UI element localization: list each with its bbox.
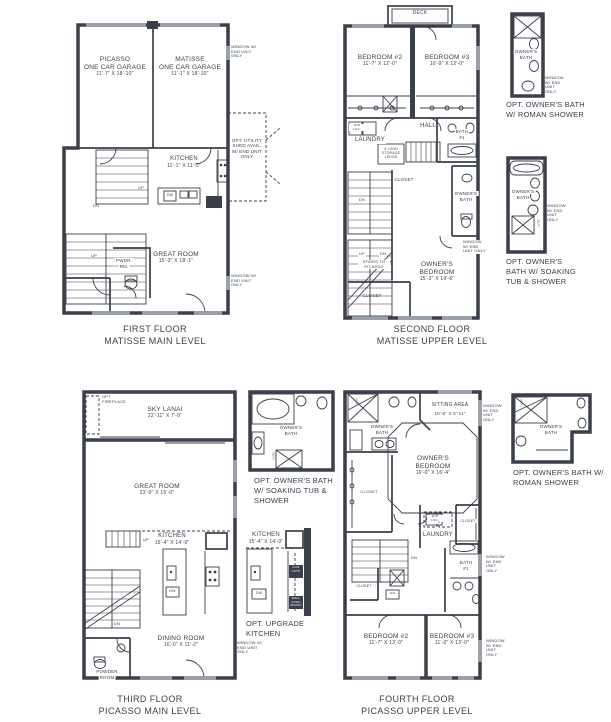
inset-caption-soaking-2f: OPT. OWNER'S BATH W/ SOAKING TUB & SHOWER	[506, 257, 576, 286]
door-arc	[448, 615, 461, 628]
door-arc	[117, 639, 130, 652]
room-great-room-1f-dims: 15'-3" X 18'-1"	[158, 258, 194, 264]
closet-label: CLOSET	[356, 584, 372, 588]
window-note: WINDOW W/ END UNIT ONLY	[231, 44, 257, 59]
sink-icon	[180, 191, 188, 198]
bath1-label-2: #1	[459, 135, 465, 140]
stair-dn-label: DN	[113, 621, 121, 626]
closet-label: CLOSET	[394, 177, 414, 182]
stair-up-label: UP	[359, 251, 365, 256]
dishwasher-label: DW	[169, 589, 176, 593]
room-bedroom3-4f-dims: 11'-0" X 13'-0"	[434, 640, 470, 646]
window-note: WINDOW W/ END UNIT ONLY	[545, 75, 564, 95]
tub-icon	[448, 144, 476, 157]
room-bedroom3-4f: BEDROOM #3	[429, 633, 475, 640]
powder-room-label-2: RM.	[119, 264, 129, 269]
powder-room-label: POWDER	[96, 669, 118, 674]
room-matisse-garage-2: ONE CAR GARAGE	[158, 64, 222, 71]
window-note: WINDOW W/ END UNIT ONLY	[547, 203, 566, 223]
window-note: WINDOW W/ END UNIT ONLY	[486, 638, 505, 658]
pantry-icon	[206, 196, 222, 208]
room-matisse-garage-dims: 11'-1" X 18'-10"	[171, 71, 209, 77]
sink-icon	[465, 582, 473, 590]
room-owners-bedroom-2f: OWNER'S	[421, 261, 453, 268]
sink-icon	[516, 436, 526, 446]
caption-first-floor: FIRST FLOOR	[123, 324, 187, 334]
inset-caption-upgrade-kitchen: OPT. UPGRADE KITCHEN	[246, 619, 305, 638]
wall-oven-label: WALL OVEN MICRO	[290, 596, 302, 608]
owners-bath-label: OWNER'S	[539, 424, 563, 429]
inset-kitchen-label: KITCHEN	[252, 532, 280, 538]
laundry-label: LAUNDRY	[355, 137, 385, 143]
room-picasso-garage-dims: 11'-7" X 18'-10"	[96, 71, 134, 77]
window-note: WINDOW W/ END UNIT ONLY	[462, 240, 488, 254]
room-owners-bedroom-4f-2: BEDROOM	[415, 463, 451, 470]
room-owners-bedroom-2f-dims: 15'-3" X 19'-6"	[419, 276, 455, 282]
seat-label: SEAT	[354, 398, 359, 407]
caption-first-floor-2: MATISSE MAIN LEVEL	[104, 335, 206, 346]
opt-fireplace-outline	[86, 396, 99, 434]
stair-dn-label: DN	[358, 197, 366, 202]
stair-up-label: UP	[91, 253, 97, 258]
inset-soaking-bath-2f	[508, 158, 545, 252]
room-bedroom2-2f: BEDROOM #2	[357, 54, 403, 61]
owners-bath-label-2: BATH	[516, 195, 530, 200]
sink-icon	[296, 396, 306, 406]
door-arc	[422, 26, 436, 40]
window-note: WINDOW W/ END UNIT ONLY	[483, 403, 502, 423]
inset-caption-roman-2f: OPT. OWNER'S BATH W/ ROMAN SHOWER	[506, 100, 585, 119]
room-kitchen-3f-dims: 15'-4" X 14'-9"	[154, 539, 190, 546]
room-sky-lanai-dims: 22'-11" X 7'-9"	[147, 413, 183, 419]
owners-bath-label-2: BATH	[544, 430, 558, 435]
door-arc	[406, 424, 420, 438]
room-sitting-area-dims: 10'-6" X 5'-11"	[434, 410, 466, 416]
room-owners-bedroom-4f-dims: 16'-0" X 16'-4"	[415, 470, 451, 476]
owners-bath-label-2: BATH	[519, 55, 533, 60]
door-arc	[186, 660, 204, 678]
bath1-label: BATH	[459, 560, 473, 565]
room-great-room-3f-dims: 23'-0" X 15'-0"	[139, 490, 175, 496]
room-kitchen-1f-dims: 11'-1" X 11'-5"	[167, 162, 201, 169]
door-arc	[385, 118, 398, 131]
sink-icon	[530, 61, 539, 72]
powder-room-label-2: ROOM	[99, 675, 115, 680]
laundry-label: LAUNDRY	[423, 532, 453, 538]
owners-bath-label-2: BATH	[459, 197, 473, 202]
seat-label: SEAT	[519, 399, 524, 408]
kitchen-island	[247, 549, 272, 613]
room-kitchen-1f: KITCHEN	[170, 156, 198, 162]
soaking-tub-icon	[257, 399, 289, 419]
room-owners-bedroom-2f-2: BEDROOM	[419, 269, 455, 276]
room-bedroom2-2f-dims: 11'-7" X 12'-0"	[362, 61, 398, 67]
owners-bath-label: OWNER'S	[511, 189, 535, 194]
toilet-icon	[522, 81, 534, 91]
room-matisse-garage: MATISSE	[175, 56, 205, 63]
stair-dn-label: DN	[410, 555, 418, 560]
tub-icon	[510, 161, 543, 175]
toilet-icon	[317, 397, 327, 409]
toilet-icon	[408, 397, 416, 407]
room-great-room-3f: GREAT ROOM	[134, 483, 180, 490]
stairs-to-picasso-note: STAIRS TO PICASSO	[358, 260, 390, 269]
toilet-icon	[125, 279, 137, 289]
sink-icon	[531, 178, 540, 188]
room-sky-lanai: SKY LANAI	[147, 406, 183, 413]
kitchen-island	[163, 549, 186, 615]
caption-fourth-floor-2: PICASSO UPPER LEVEL	[361, 705, 473, 716]
owners-bath-label: OWNER'S	[514, 49, 538, 54]
stove-icon	[206, 567, 219, 586]
room-sitting-area: SITTING AREA	[431, 402, 469, 408]
sink-icon	[189, 191, 197, 198]
closet-label: CLOSET	[362, 293, 382, 298]
toilet-icon	[462, 217, 471, 228]
room-dining-dims: 16'-0" X 11'-2"	[163, 642, 199, 648]
gas-cooktop-label: GAS CKTP	[291, 565, 301, 573]
room-picasso-garage-2: ONE CAR GARAGE	[83, 64, 147, 71]
caption-third-floor-2: PICASSO MAIN LEVEL	[98, 705, 202, 716]
stairs-upper	[106, 531, 140, 547]
room-bedroom3-2f: BEDROOM #3	[424, 54, 470, 61]
bath1-label-2: #1	[463, 566, 469, 571]
stair-up-label: UP	[143, 537, 149, 542]
toilet-icon	[95, 660, 106, 669]
door-arc	[93, 278, 110, 295]
sink-icon	[375, 441, 383, 448]
bath1-label: BATH	[455, 129, 469, 134]
closet-label: CLOSET	[460, 519, 476, 523]
sink-icon	[462, 174, 472, 182]
door-arc	[440, 236, 452, 248]
door-arc	[186, 294, 205, 313]
water-heater-label: WH	[389, 591, 396, 595]
powder-room-label: PWDR.	[116, 258, 132, 263]
room-dining: DINING ROOM	[157, 635, 205, 642]
inset-caption-soaking-3f: OPT. OWNER'S BATH W/ SOAKING TUB & SHOWER	[254, 476, 333, 505]
closet-label: CLOSET	[360, 489, 378, 494]
room-bedroom2-4f: BEDROOM #2	[363, 633, 409, 640]
caption-fourth-floor: FOURTH FLOOR	[379, 694, 455, 704]
owners-bath-label-2: BATH	[284, 431, 298, 436]
room-bedroom3-2f-dims: 10'-9" X 12'-0"	[429, 61, 465, 67]
room-great-room-1f: GREAT ROOM	[153, 251, 199, 258]
owners-bath-label-2: BATH	[375, 430, 389, 435]
toilet-icon	[578, 418, 586, 428]
dishwasher-label: DW	[255, 591, 263, 595]
stair-up-label: UP	[138, 185, 144, 190]
room-picasso-garage: PICASSO	[99, 56, 131, 63]
owners-bath-label: OWNER'S	[454, 191, 478, 196]
owners-bath-label: OWNER'S	[279, 425, 303, 430]
inset-caption-roman-4f: OPT. OWNER'S BATH W/ ROMAN SHOWER	[513, 468, 604, 487]
wd-loc-label: W/D LOC.	[349, 124, 365, 131]
opt-fireplace-note: OPT. FIREPLACE	[101, 395, 131, 404]
toilet-icon	[577, 398, 585, 408]
plan-second-floor-walls	[345, 6, 478, 318]
room-owners-bedroom-4f: OWNER'S	[417, 455, 449, 462]
tub-icon	[450, 541, 478, 554]
caption-second-floor: SECOND FLOOR	[393, 324, 471, 334]
seat-label: SEAT	[271, 452, 276, 461]
door-arc	[379, 615, 392, 628]
window-note: WINDOW W/ END UNIT ONLY	[231, 273, 257, 288]
fridge-icon	[206, 533, 227, 549]
caption-second-floor-2: MATISSE UPPER LEVEL	[376, 335, 488, 346]
sink-icon	[453, 582, 461, 590]
hall-label: HALL	[420, 123, 436, 129]
sink-icon	[254, 437, 262, 449]
sink-icon	[386, 441, 394, 448]
owners-bath-label: OWNER'S	[370, 424, 394, 429]
dishwasher-label: DW	[166, 193, 174, 197]
deck-label: DECK	[412, 10, 428, 16]
sink-icon	[389, 397, 399, 407]
fridge-icon	[286, 531, 303, 548]
wd-loc-label: W/D LOC.	[427, 515, 443, 522]
window-note: WINDOW W/ END UNIT ONLY	[237, 640, 263, 655]
inset-kitchen-dims: 15'-4" X 14'-9"	[248, 538, 284, 545]
storage-ledge-note: 4' HIGH STORAGE LEDGE	[381, 147, 401, 160]
caption-third-floor: THIRD FLOOR	[117, 694, 183, 704]
room-bedroom2-4f-dims: 11'-7" X 13'-0"	[368, 640, 404, 646]
window-note: WINDOW W/ END UNIT ONLY	[486, 554, 505, 574]
toilet-icon	[528, 205, 538, 215]
opt-shed-note: OPT. UTILITY SHED AVAIL. W/ END UNIT ONLY	[231, 138, 263, 159]
seat-label: SEAT	[536, 219, 541, 228]
room-kitchen-3f: KITCHEN	[158, 533, 186, 539]
stair-dn-label: DN	[92, 203, 100, 208]
toilet-icon	[530, 39, 539, 50]
door-arc	[394, 514, 404, 524]
stair-dn-label: DN	[379, 251, 387, 256]
